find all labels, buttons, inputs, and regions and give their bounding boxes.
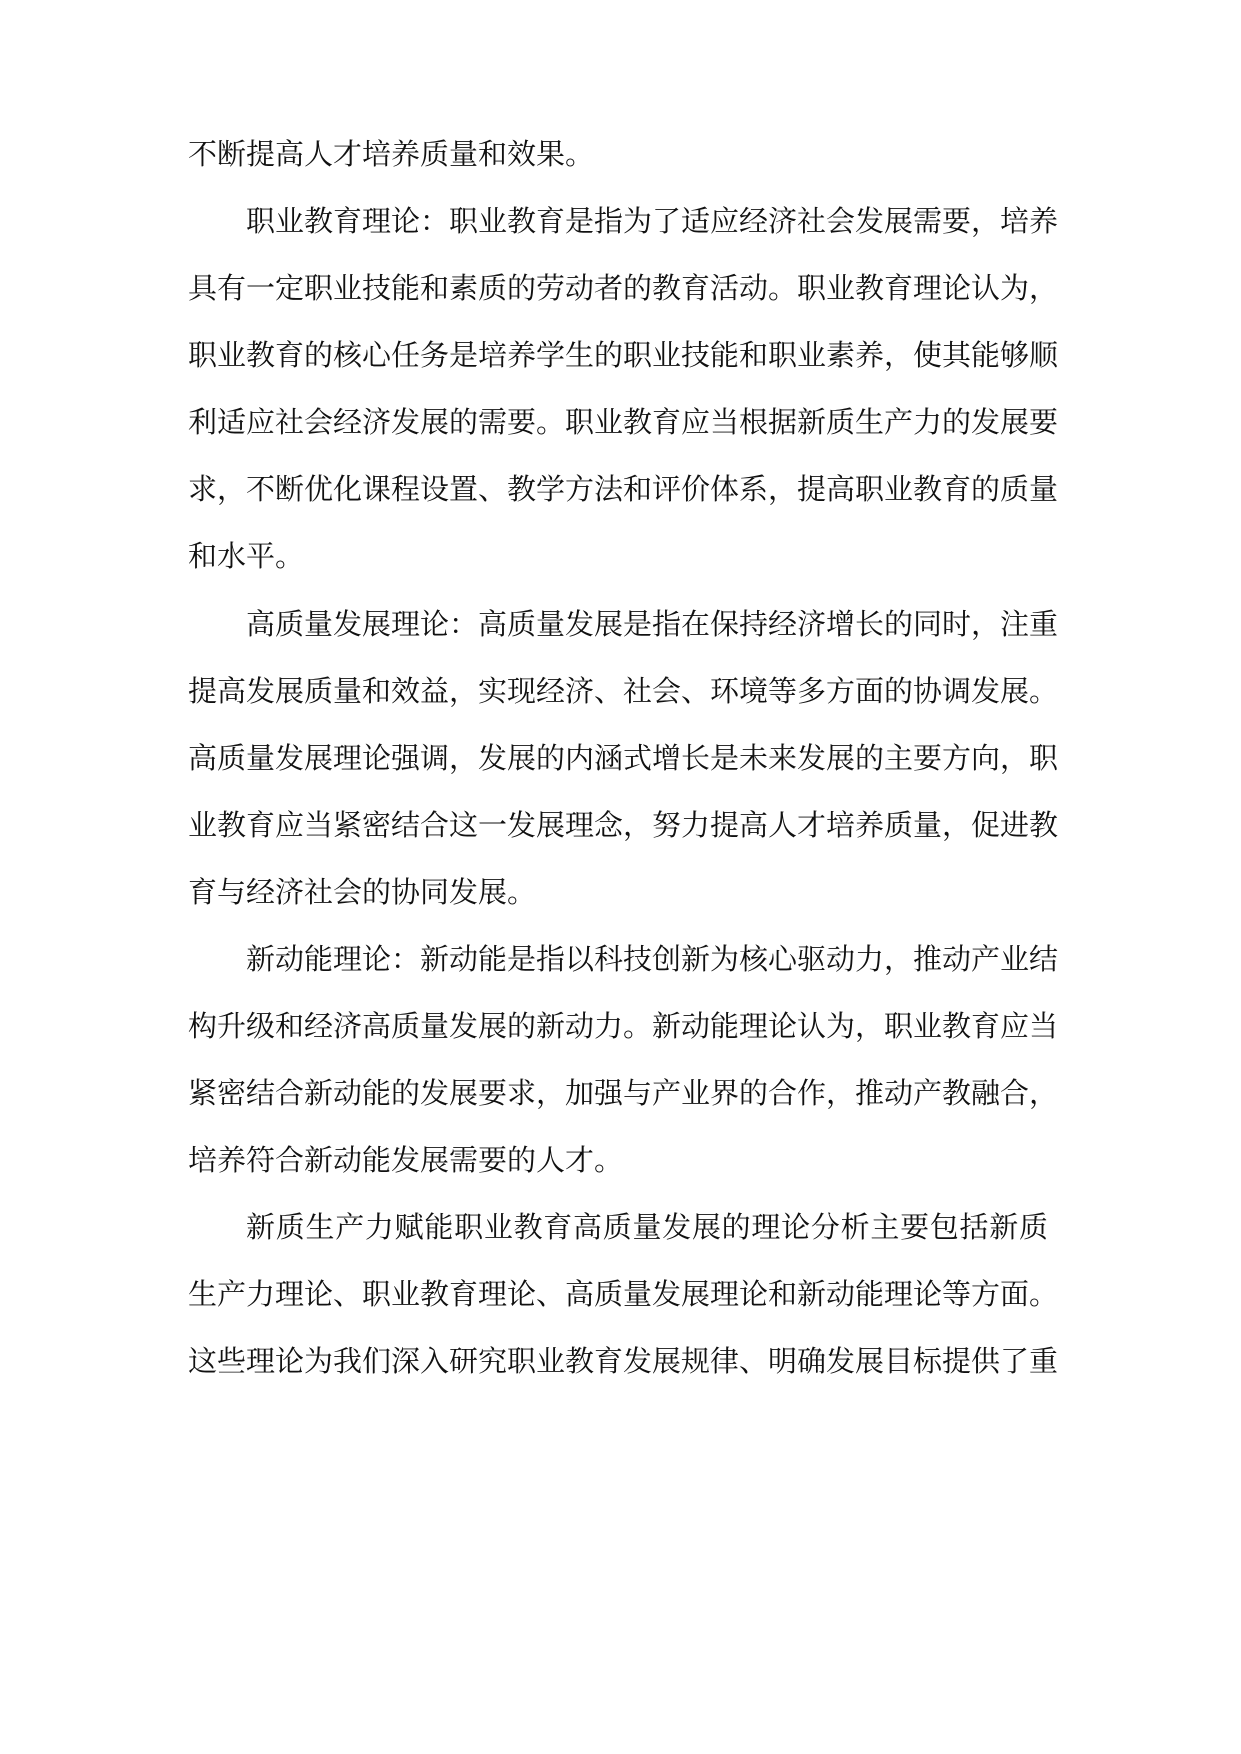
text-line: 生产力理论、职业教育理论、高质量发展理论和新动能理论等方面。: [188, 1277, 1059, 1311]
text-line: 紧密结合新动能的发展要求，加强与产业界的合作，推动产教融合，: [188, 1076, 1059, 1110]
text-line: 培养符合新动能发展需要的人才。: [188, 1143, 624, 1177]
text-line: 具有一定职业技能和素质的劳动者的教育活动。职业教育理论认为，: [188, 271, 1059, 305]
text-line: 构升级和经济高质量发展的新动力。新动能理论认为，职业教育应当: [188, 1009, 1059, 1043]
text-line: 提高发展质量和效益，实现经济、社会、环境等多方面的协调发展。: [188, 674, 1059, 708]
text-line: 高质量发展理论强调，发展的内涵式增长是未来发展的主要方向，职: [188, 741, 1059, 775]
paragraph-start-line: 新动能理论：新动能是指以科技创新为核心驱动力，推动产业结: [246, 942, 1059, 976]
paragraph-start-line: 高质量发展理论：高质量发展是指在保持经济增长的同时，注重: [246, 607, 1059, 641]
text-line: 不断提高人才培养质量和效果。: [188, 137, 595, 171]
text-line: 育与经济社会的协同发展。: [188, 875, 537, 909]
paragraph-start-line: 职业教育理论：职业教育是指为了适应经济社会发展需要，培养: [246, 204, 1059, 238]
text-line: 利适应社会经济发展的需要。职业教育应当根据新质生产力的发展要: [188, 405, 1059, 439]
paragraph-start-line: 新质生产力赋能职业教育高质量发展的理论分析主要包括新质: [246, 1210, 1048, 1244]
text-line: 这些理论为我们深入研究职业教育发展规律、明确发展目标提供了重: [188, 1344, 1059, 1378]
text-line: 职业教育的核心任务是培养学生的职业技能和职业素养，使其能够顺: [188, 338, 1059, 372]
text-line: 和水平。: [188, 539, 305, 573]
text-line: 求，不断优化课程设置、教学方法和评价体系，提高职业教育的质量: [188, 472, 1059, 506]
text-line: 业教育应当紧密结合这一发展理念，努力提高人才培养质量，促进教: [188, 808, 1059, 842]
